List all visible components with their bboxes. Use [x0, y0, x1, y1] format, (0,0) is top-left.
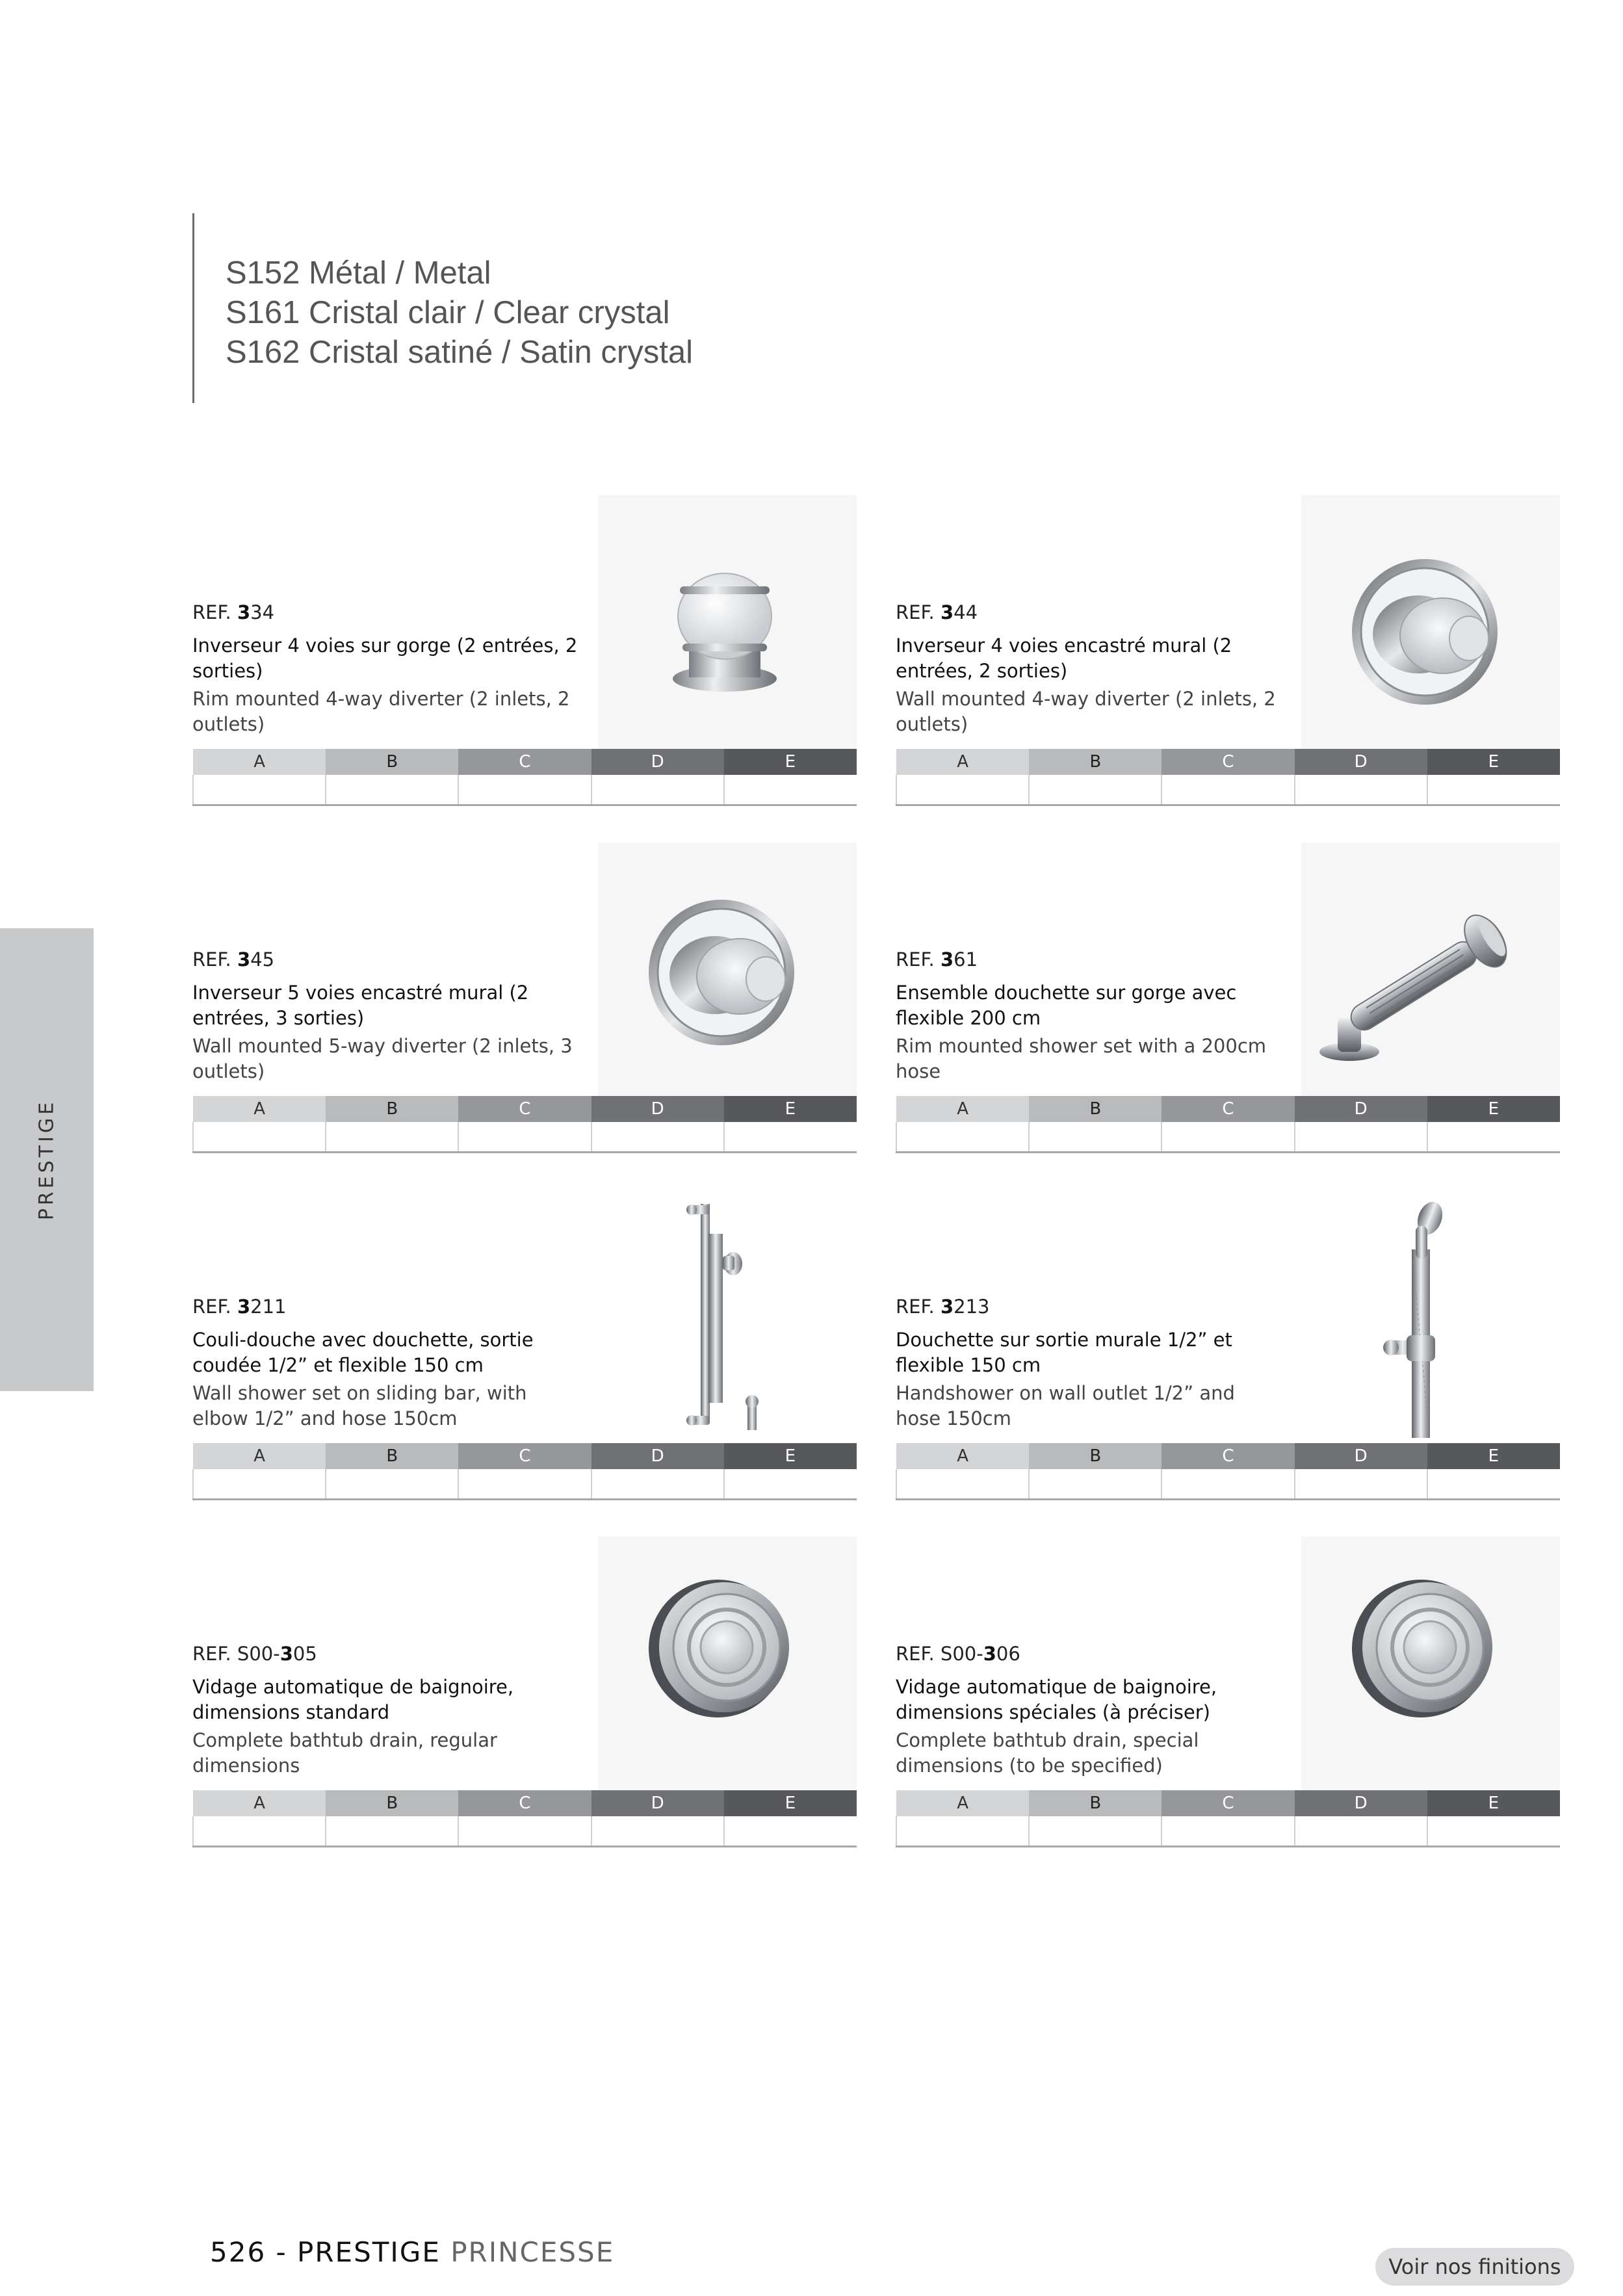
product-ref: REF. 361 — [896, 948, 978, 971]
product-photo — [598, 842, 857, 1096]
page-number: 526 - — [210, 2236, 298, 2268]
product-photo — [1301, 1537, 1560, 1790]
product-desc-en: Complete bathtub drain, regular dimensions — [192, 1729, 497, 1777]
product-ref: REF. S00-306 — [896, 1643, 1020, 1665]
view-finishes-button[interactable]: Voir nos finitions — [1375, 2248, 1574, 2286]
product-desc-en: Wall shower set on sliding bar, with elbow 1/2” and hose 150cm — [192, 1382, 527, 1429]
handshower-icon — [1301, 842, 1560, 1096]
product-ref: REF. 3213 — [896, 1296, 990, 1318]
product-photo — [598, 1190, 857, 1443]
finish-table: A B C D E — [192, 1790, 857, 1847]
finish-metal: S152 Métal / Metal — [226, 255, 491, 291]
sliding-bar-icon — [598, 1190, 857, 1443]
wall-diverter-icon — [1301, 495, 1560, 749]
finish-clear-crystal: S161 Cristal clair / Clear crystal — [226, 295, 670, 330]
product-desc-fr: Inverseur 4 voies encastré mural (2 entrées, 2 sorties) — [896, 634, 1232, 682]
product-ref: REF. S00-305 — [192, 1643, 317, 1665]
finish-table: A B C D E — [896, 1443, 1560, 1500]
product-photo — [598, 1537, 857, 1790]
product-photo — [1301, 1190, 1560, 1443]
product-card — [896, 1537, 1560, 1855]
finish-table: A B C D E — [192, 1443, 857, 1500]
product-desc-fr: Inverseur 4 voies sur gorge (2 entrées, 2 sorties) — [192, 634, 578, 682]
wall-handshower-icon — [1301, 1190, 1560, 1443]
finish-table: A B C D E — [192, 1096, 857, 1153]
product-desc-fr: Douchette sur sortie murale 1/2” et flexible 150 cm — [896, 1329, 1232, 1376]
finish-satin-crystal: S162 Cristal satiné / Satin crystal — [226, 335, 693, 370]
product-card — [192, 1537, 857, 1855]
wall-diverter-icon — [598, 842, 857, 1096]
crystal-knob-icon — [598, 495, 857, 749]
product-desc-en: Wall mounted 5-way diverter (2 inlets, 3 outlets) — [192, 1035, 573, 1082]
product-desc-en: Rim mounted 4-way diverter (2 inlets, 2 outlets) — [192, 688, 570, 735]
product-photo — [1301, 495, 1560, 749]
side-tab-label: PRESTIGE — [35, 1099, 58, 1221]
product-card — [896, 842, 1560, 1161]
product-desc-en: Handshower on wall outlet 1/2” and hose 150cm — [896, 1382, 1235, 1429]
collection-name: PRESTIGE — [297, 2236, 451, 2268]
product-desc-en: Wall mounted 4-way diverter (2 inlets, 2 outlets) — [896, 688, 1276, 735]
product-desc-fr: Inverseur 5 voies encastré mural (2 entrées, 3 sorties) — [192, 982, 529, 1029]
side-tab — [0, 928, 94, 1391]
finish-table: A B C D E — [192, 749, 857, 806]
product-desc-fr: Couli-douche avec douchette, sortie coudée 1/2” et flexible 150 cm — [192, 1329, 534, 1376]
product-photo — [1301, 842, 1560, 1096]
bathtub-drain-icon — [598, 1537, 857, 1790]
product-card — [192, 495, 857, 814]
product-desc-fr: Vidage automatique de baignoire, dimensions spéciales (à préciser) — [896, 1676, 1217, 1723]
finish-table: A B C D E — [896, 749, 1560, 806]
product-card — [192, 842, 857, 1161]
bathtub-drain-icon — [1301, 1537, 1560, 1790]
product-ref: REF. 334 — [192, 601, 275, 623]
product-card — [192, 1190, 857, 1508]
product-desc-en: Rim mounted shower set with a 200cm hose — [896, 1035, 1267, 1082]
finish-table: A B C D E — [896, 1790, 1560, 1847]
product-desc-fr: Ensemble douchette sur gorge avec flexible 200 cm — [896, 982, 1237, 1029]
finish-list — [192, 213, 693, 403]
product-ref: REF. 3211 — [192, 1296, 287, 1318]
product-ref: REF. 344 — [896, 601, 978, 623]
model-name: PRINCESSE — [450, 2236, 615, 2268]
product-ref: REF. 345 — [192, 948, 275, 971]
product-card — [896, 1190, 1560, 1508]
page-footer — [210, 2236, 614, 2268]
product-desc-fr: Vidage automatique de baignoire, dimensions standard — [192, 1676, 514, 1723]
finish-table: A B C D E — [896, 1096, 1560, 1153]
product-card — [896, 495, 1560, 814]
product-desc-en: Complete bathtub drain, special dimensions (to be specified) — [896, 1729, 1199, 1777]
product-photo — [598, 495, 857, 749]
